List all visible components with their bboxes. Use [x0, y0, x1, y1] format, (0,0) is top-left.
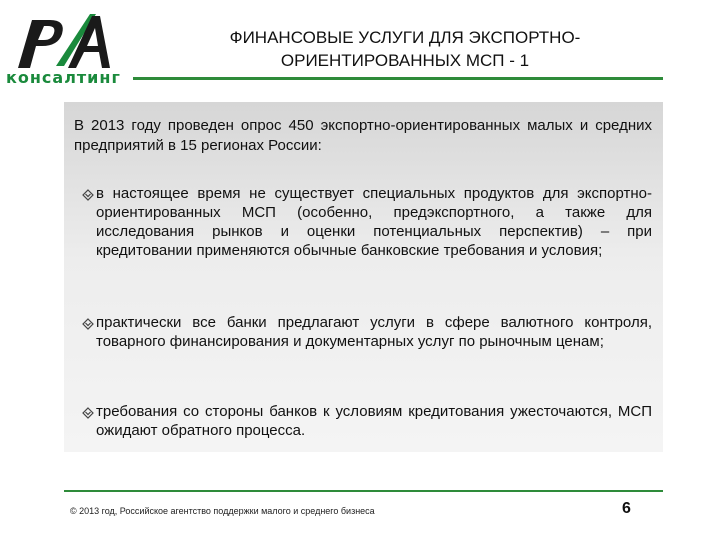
ra-logo-mark: [6, 10, 122, 72]
bullet-text: требования со стороны банков к условиям кредитования ужесточаются, МСП ожидают обратного процесса.: [96, 403, 652, 439]
page-title: ФИНАНСОВЫЕ УСЛУГИ ДЛЯ ЭКСПОРТНО-ОРИЕНТИРОВАННЫХ МСП - 1: [229, 28, 581, 70]
bullet-item: [82, 313, 652, 351]
bullet-item: [82, 184, 652, 260]
intro-paragraph: В 2013 году проведен опрос 450 экспортно-ориентированных малых и средних предприятий в 15 регионах России:: [74, 117, 652, 154]
footer-copyright: © 2013 год, Российское агентство поддержки малого и среднего бизнеса: [70, 506, 375, 516]
page-number: 6: [622, 500, 631, 517]
logo-subtitle: консалтинг: [6, 68, 121, 87]
bullet-item: [82, 402, 652, 440]
bullet-text: практически все банки предлагают услуги в сфере валютного контроля, товарного финансирования и документарных услуг по рыночным ценам;: [96, 314, 652, 350]
diamond-arrow-bullet-icon: [82, 189, 94, 201]
ra-consulting-logo: [6, 10, 122, 88]
footer-divider: [64, 490, 663, 492]
title-divider: [133, 77, 663, 80]
diamond-arrow-bullet-icon: [82, 407, 94, 419]
diamond-arrow-bullet-icon: [82, 318, 94, 330]
bullet-text: в настоящее время не существует специальных продуктов для экспортно-ориентированных МСП (особенно, предэкспортного, а также для исследования рынков и оценки потенциальных перспектив) – при кредитовании применяются обычные банковские требования и условия;: [96, 185, 652, 259]
